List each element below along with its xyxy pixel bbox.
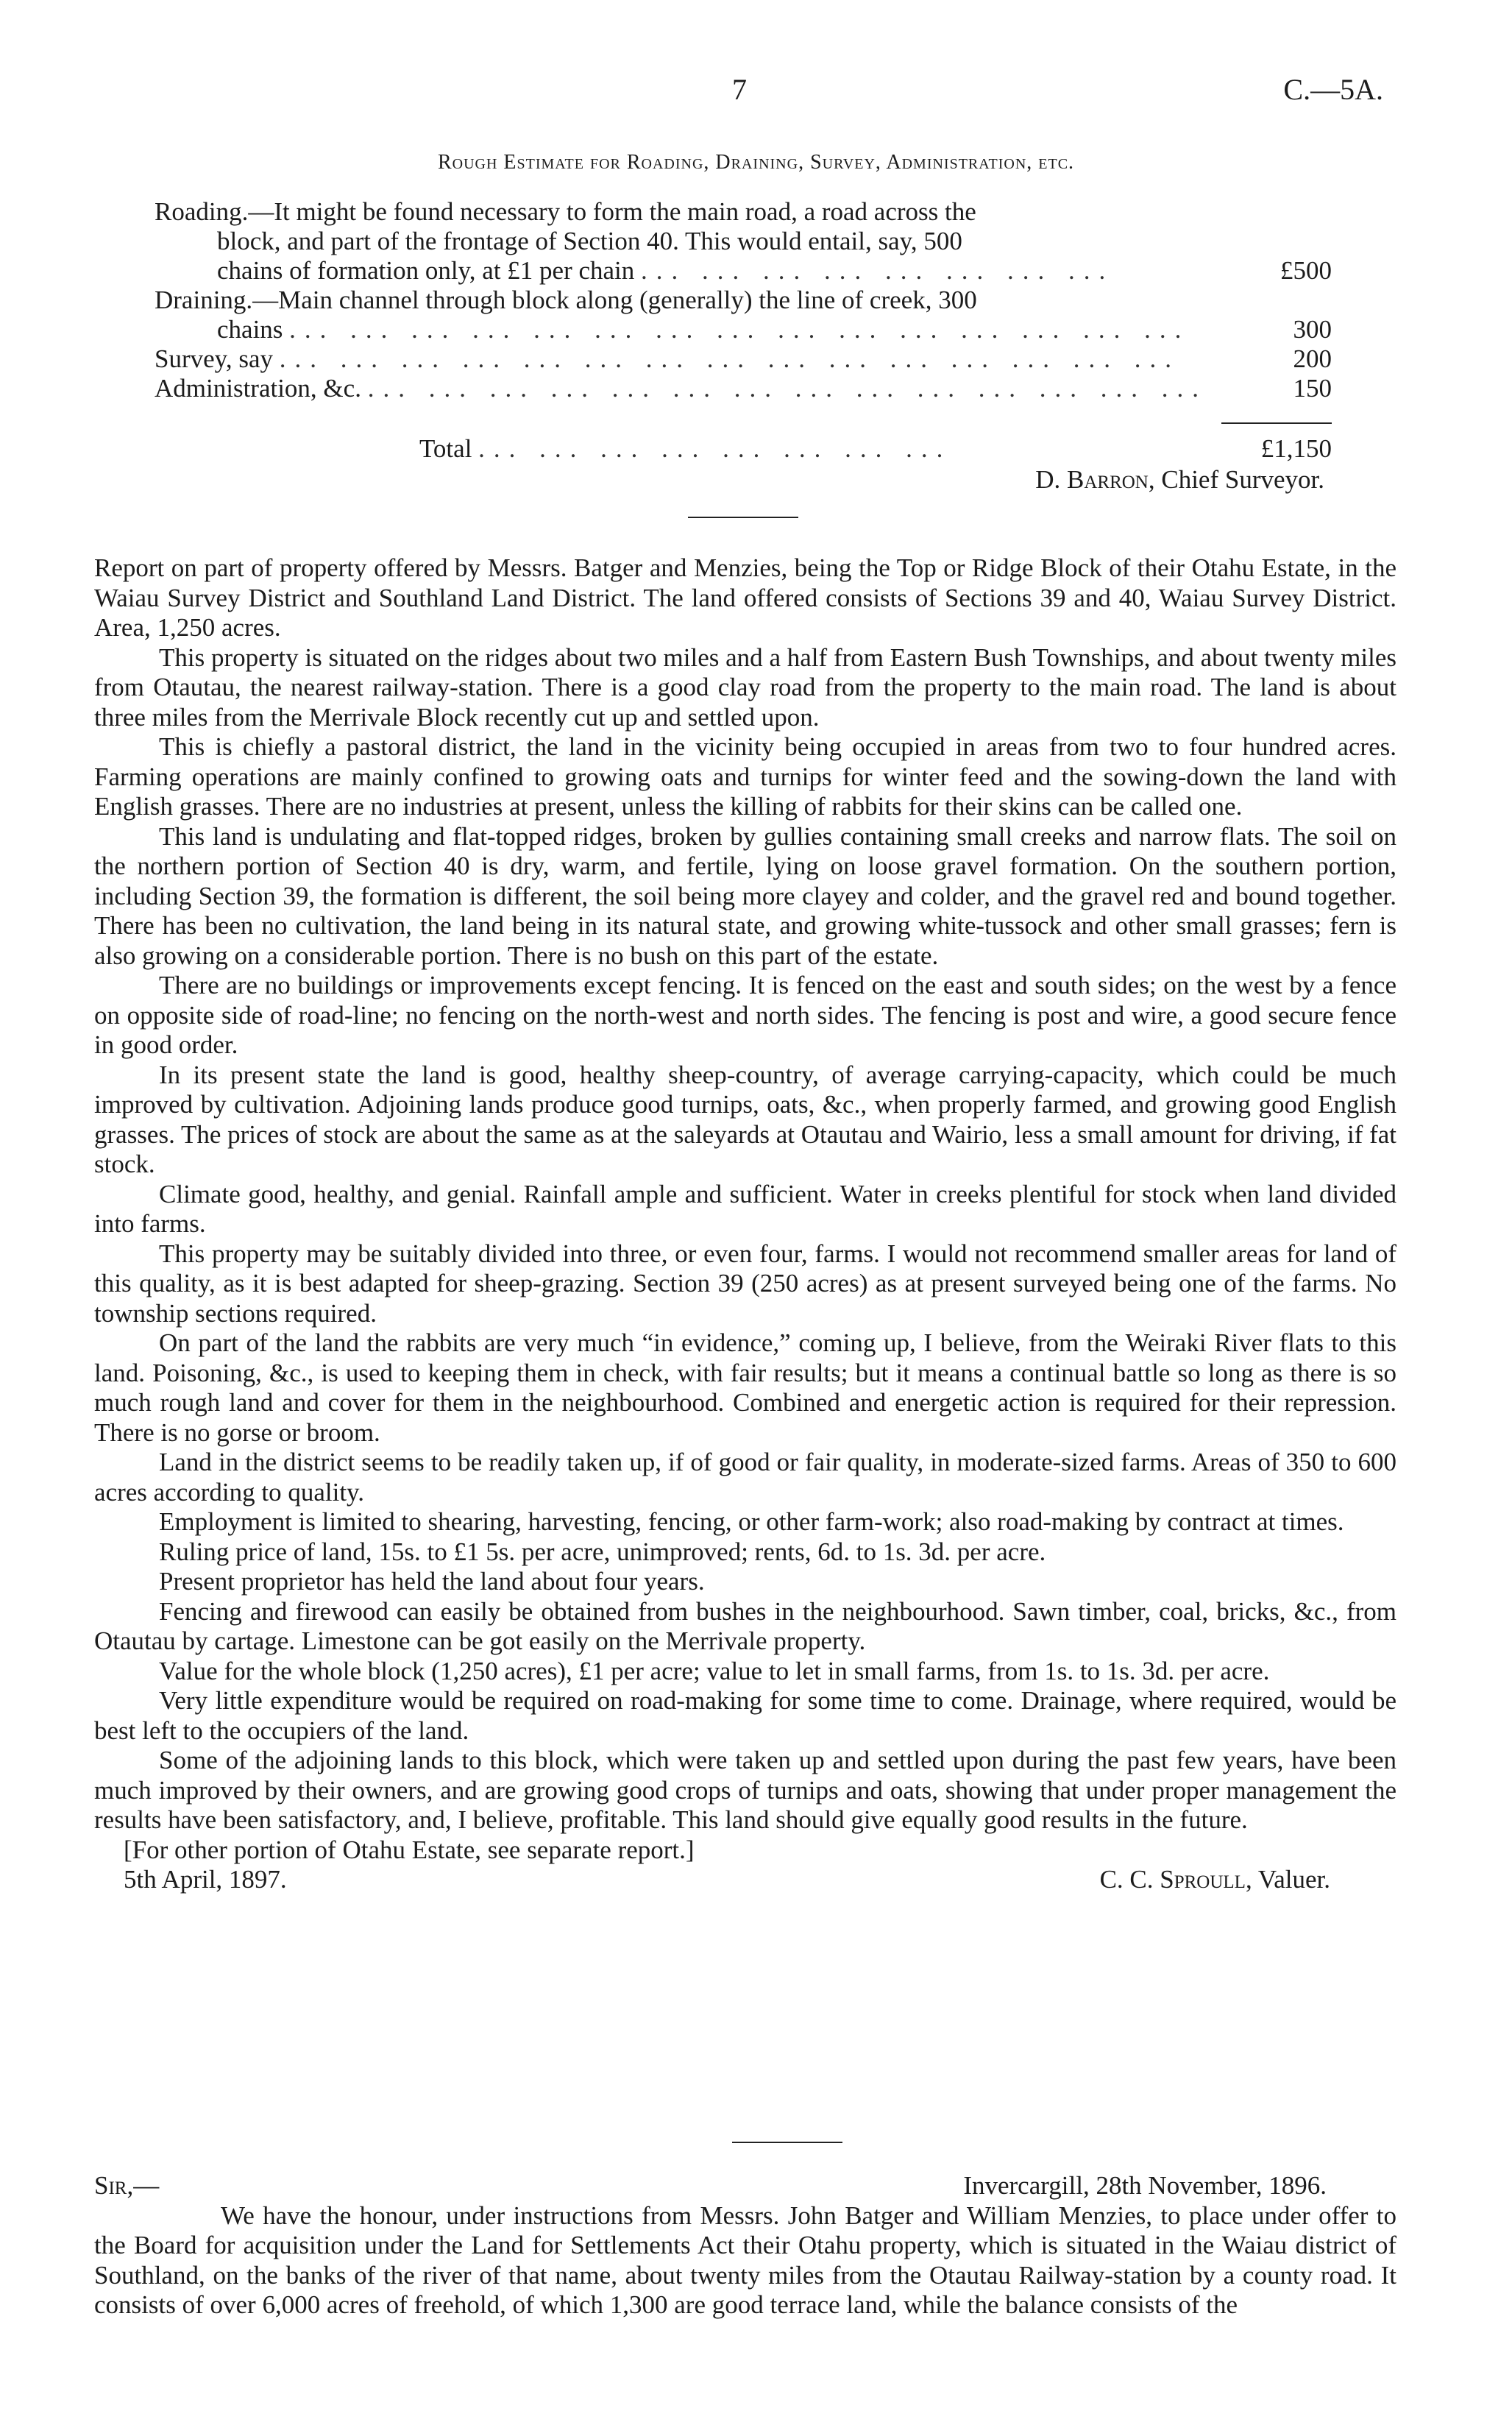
- letter-salutation: Sir,—: [94, 2171, 160, 2200]
- survey-amount: 200: [1293, 344, 1332, 373]
- draining-row: [155, 315, 1332, 344]
- report-paragraph: Climate good, healthy, and genial. Rainfall ample and sufficient. Water in creeks plentiful for stock when land divided into farms.: [94, 1179, 1396, 1238]
- report-paragraph: This land is undulating and flat-topped ridges, broken by gullies containing small creeks and narrow flats. The soil on the northern portion of Section 40 is dry, warm, and fertile, lying on loose gravel formation. On the southern portion, including Section 39, the formation is different, the soil being more clayey and colder, and the gravel red and bound together. There has been no cultivation, the land being in its natural state, and growing white-tussock and other small grasses; fern is also growing on a considerable portion. There is no bush on this part of the estate.: [94, 821, 1396, 970]
- report-paragraph: Report on part of property offered by Messrs. Batger and Menzies, being the Top or Ridge Block of their Otahu Estate, in the Waiau Survey District and Southland Land District. The land offered consists of Sections 39 and 40, Waiau Survey District. Area, 1,250 acres.: [94, 553, 1396, 642]
- survey-label: Survey, say: [155, 344, 274, 373]
- roading-row: [155, 256, 1332, 286]
- roading-line-1: Roading.—It might be found necessary to form the main road, a road across the: [155, 197, 976, 226]
- letter-body: We have the honour, under instructions from Messrs. John Batger and William Menzies, to place under offer to the Board for acquisition under the Land for Settlements Act their Otahu property, which is situated in the Waiau district of Southland, on the banks of the river of that name, about twenty miles from the Otautau Railway-station by a county road. It consists of over 6,000 acres of freehold, of which 1,300 are good terrace land, while the balance consists of the: [94, 2201, 1396, 2319]
- total-amount: £1,150: [1260, 434, 1332, 463]
- leader-dots: ... ... ... ... ... ... ... ... ... ... ... ... ... ... ...: [279, 344, 1181, 373]
- report-paragraph: This property may be suitably divided into three, or even four, farms. I would not recommend smaller areas for land of this quality, as it is best adapted for sheep-grazing. Section 39 (250 acres) as at present surveyed being one of the farms. No township sections required.: [94, 1239, 1396, 1328]
- paper-reference: C.—5A.: [1283, 73, 1383, 106]
- draining-amount: 300: [1293, 315, 1332, 344]
- report-paragraph: This property is situated on the ridges about two miles and a half from Eastern Bush Townships, and about twenty miles from Otautau, the nearest railway-station. There is a good clay road from the property to the main road. The land is about three miles from the Merrivale Block recently cut up and settled upon.: [94, 642, 1396, 732]
- administration-amount: 150: [1293, 374, 1332, 403]
- report-paragraph: In its present state the land is good, healthy sheep-country, of average carrying-capacity, which could be much improved by cultivation. Adjoining lands produce good turnips, oats, &c., when properly farmed, and growing good English grasses. The prices of stock are about the same as at the saleyards at Otautau and Wairio, less a small amount for driving, if fat stock.: [94, 1060, 1396, 1178]
- subtotal-rule: [1221, 422, 1332, 424]
- estimate-title: Rough Estimate for Roading, Draining, Survey, Administration, etc.: [437, 151, 1075, 174]
- survey-row: [155, 344, 1332, 374]
- report-signoff: [94, 1865, 1396, 1895]
- surveyor-name: D. Barron,: [1035, 465, 1155, 494]
- report-note: [For other portion of Otahu Estate, see separate report.]: [124, 1835, 695, 1864]
- report-paragraph: Land in the district seems to be readily taken up, if of good or fair quality, in moderate-sized farms. Areas of 350 to 600 acres according to quality.: [94, 1448, 1396, 1507]
- roading-line-2: block, and part of the frontage of Section 40. This would entail, say, 500: [217, 227, 962, 255]
- report-paragraph: Fencing and firewood can easily be obtained from bushes in the neighbourhood. Sawn timber, coal, bricks, &c., from Otautau by cartage. Limestone can be got easily on the Merrivale property.: [94, 1596, 1396, 1655]
- leader-dots: ... ... ... ... ... ... ... ...: [641, 256, 1115, 285]
- report-paragraph: Present proprietor has held the land about four years.: [159, 1567, 705, 1596]
- report-paragraph: Employment is limited to shearing, harvesting, fencing, or other farm-work; also road-making by contract at times.: [159, 1507, 1344, 1536]
- report-paragraph: Some of the adjoining lands to this block, which were taken up and settled upon during the past few years, have been much improved by their owners, and are growing good crops of turnips and oats, showing that under proper management the results have been satisfactory, and, I believe, profitable. This land should give equally good results in the future.: [94, 1746, 1396, 1834]
- surveyor-signature: [1035, 465, 1324, 495]
- administration-row: [155, 374, 1332, 403]
- total-label: Total: [419, 434, 472, 463]
- valuer-title: Valuer.: [1257, 1865, 1330, 1894]
- roading-amount: £500: [1280, 256, 1332, 285]
- report-paragraph: There are no buildings or improvements except fencing. It is fenced on the east and south sides; on the west by a fence on opposite side of road-line; no fencing on the north-west and north sides. The fencing is post and wire, a good secure fence in good order.: [94, 971, 1396, 1059]
- section-divider: [732, 2142, 842, 2143]
- roading-line-3: chains of formation only, at £1 per chain: [217, 256, 635, 285]
- valuer-report: [94, 553, 1396, 1895]
- administration-label: Administration, &c.: [155, 374, 361, 403]
- section-divider: [688, 517, 798, 518]
- report-date: 5th April, 1897.: [124, 1865, 287, 1894]
- report-paragraph: This is chiefly a pastoral district, the land in the vicinity being occupied in areas from two to four hundred acres. Farming operations are mainly confined to growing oats and turnips for winter feed and the sowing-down the land with English grasses. There are no industries at present, unless the killing of rabbits for their skins can be called one.: [94, 732, 1396, 821]
- estimate-table: [155, 197, 1332, 403]
- surveyor-title: Chief Surveyor.: [1161, 465, 1324, 494]
- leader-dots: ... ... ... ... ... ... ... ... ... ... ... ... ... ...: [367, 374, 1207, 403]
- letter-place-date: Invercargill, 28th November, 1896.: [963, 2171, 1327, 2200]
- leader-dots: ... ... ... ... ... ... ... ...: [478, 434, 952, 463]
- report-paragraph: Value for the whole block (1,250 acres), £1 per acre; value to let in small farms, from 1s. to 1s. 3d. per acre.: [159, 1656, 1270, 1685]
- leader-dots: ... ... ... ... ... ... ... ... ... ... ... ... ... ... ...: [289, 315, 1190, 344]
- draining-line-2: chains: [217, 315, 283, 344]
- report-paragraph: Ruling price of land, 15s. to £1 5s. per acre, unimproved; rents, 6d. to 1s. 3d. per acre.: [159, 1537, 1046, 1566]
- letter-heading: [94, 2171, 1396, 2201]
- page-number: 7: [732, 73, 747, 106]
- page-header: [0, 72, 1512, 116]
- draining-line-1: Draining.—Main channel through block along (generally) the line of creek, 300: [155, 286, 977, 314]
- letter: [94, 2171, 1396, 2320]
- valuer-name: C. C. Sproull,: [1099, 1865, 1252, 1894]
- total-row: [155, 434, 1332, 464]
- report-paragraph: Very little expenditure would be required on road-making for some time to come. Drainage, where required, would be best left to the occupiers of the land.: [94, 1686, 1396, 1745]
- report-paragraph: On part of the land the rabbits are very much “in evidence,” coming up, I believe, from the Weiraki River flats to this land. Poisoning, &c., is used to keeping them in check, with fair results; but it means a continual battle so long as there is so much rough land and cover for them in the neighbourhood. Combined and energetic action is required for their repression. There is no gorse or broom.: [94, 1328, 1396, 1447]
